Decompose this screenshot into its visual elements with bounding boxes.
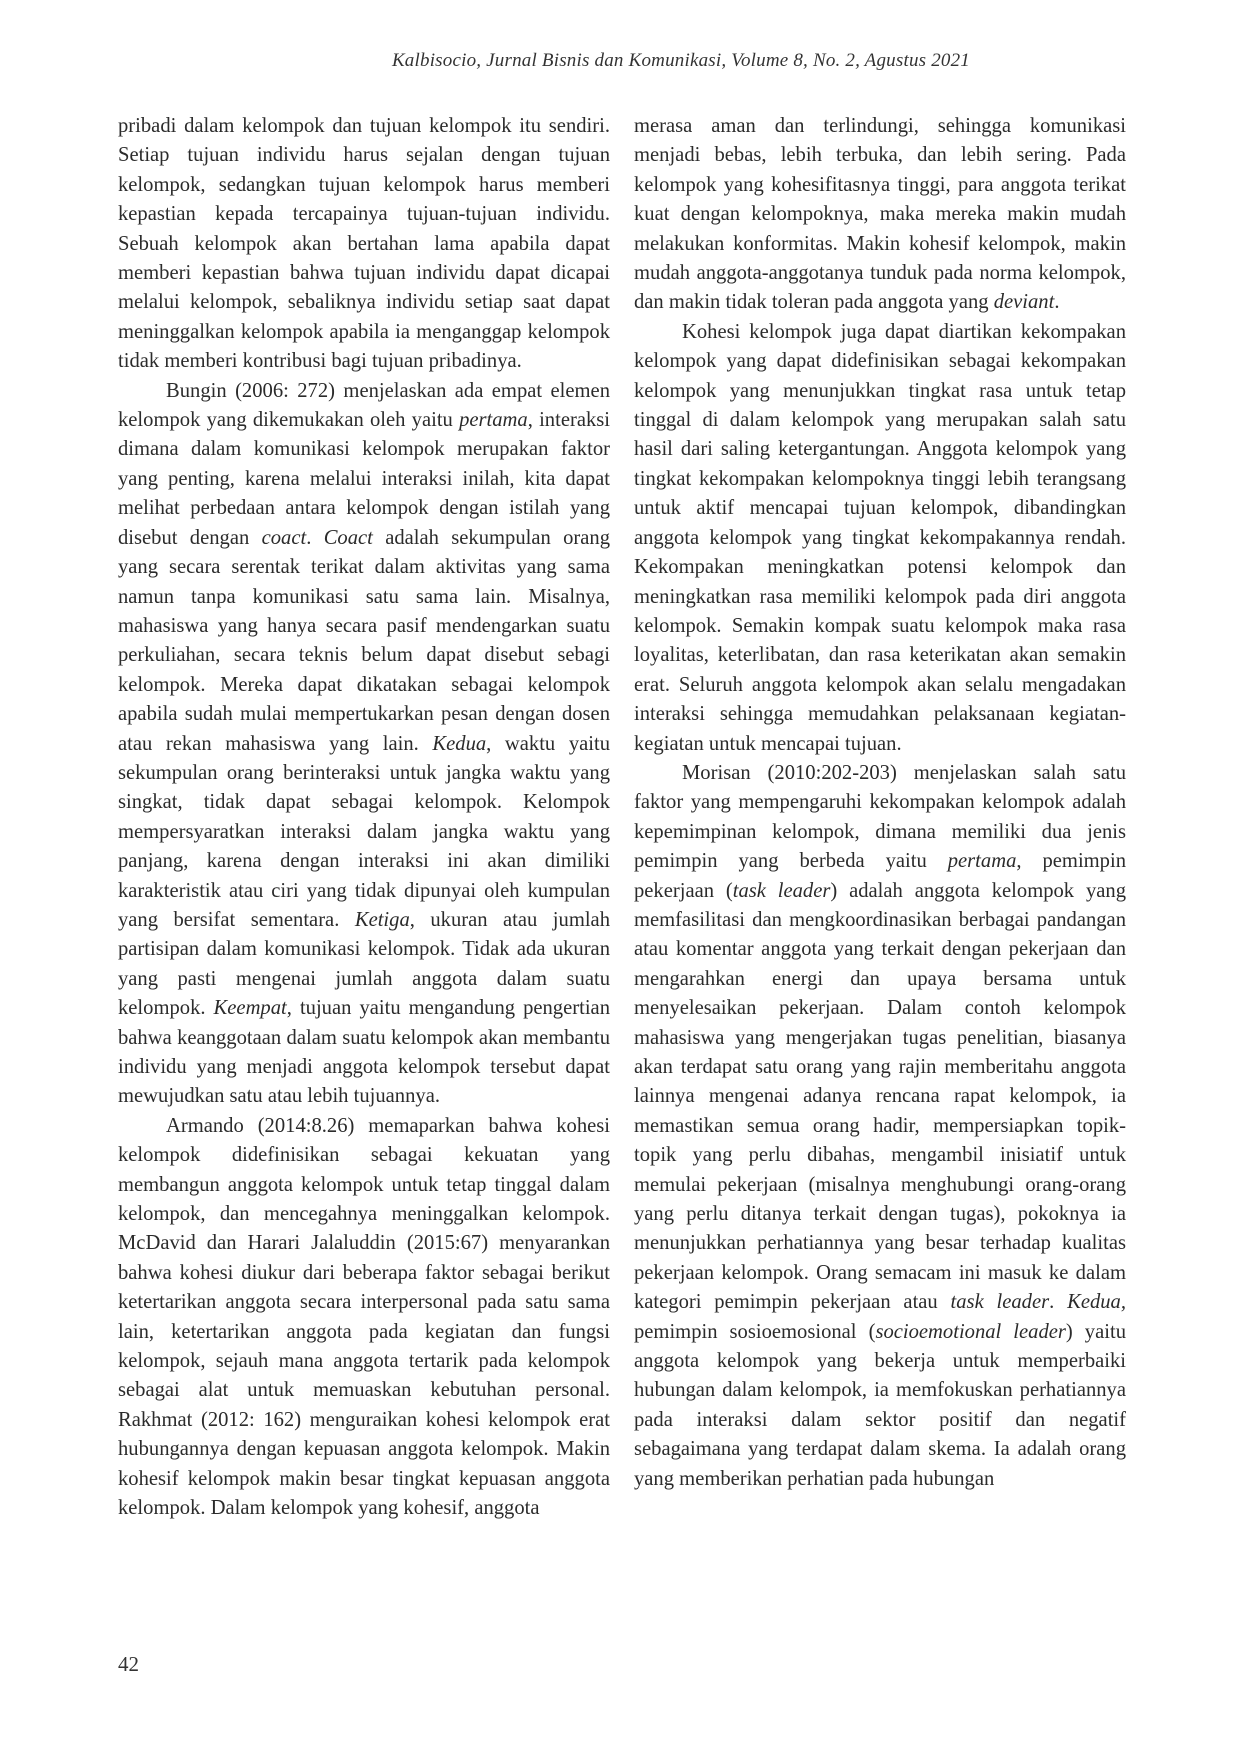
running-header: Kalbisocio, Jurnal Bisnis dan Komunikasi, Volume 8, No. 2, Agustus 2021 xyxy=(391,50,970,71)
page-number: 42 xyxy=(118,1652,139,1676)
left-column xyxy=(118,112,610,1524)
paragraph: Kohesi kelompok juga dapat diartikan kekompakan kelompok yang dapat didefinisikan sebagai kekompakan kelompok yang menunjukkan tingkat rasa untuk tetap tinggal di dalam kelompok yang merupakan salah satu hasil dari saling ketergantungan. Anggota kelompok yang tingkat kekompakan kelompoknya tinggi lebih terangsang untuk aktif mencapai tujuan kelompok, dibandingkan anggota kelompok yang tingkat kekompakannya rendah. Kekompakan meningkatkan potensi kelompok dan meningkatkan rasa memiliki kelompok pada diri anggota kelompok. Semakin kompak suatu kelompok maka rasa loyalitas, keterlibatan, dan rasa keterikatan akan semakin erat. Seluruh anggota kelompok akan selalu mengadakan interaksi sehingga memudahkan pelaksanaan kegiatan-kegiatan untuk mencapai tujuan. xyxy=(634,320,1126,755)
paragraph: Armando (2014:8.26) memaparkan bahwa kohesi kelompok didefinisikan sebagai kekuatan yang membangun anggota kelompok untuk tetap tinggal dalam kelompok, dan mencegahnya meninggalkan kelompok. McDavid dan Harari Jalaluddin (2015:67) menyarankan bahwa kohesi diukur dari beberapa faktor sebagai berikut ketertarikan anggota secara interpersonal pada satu sama lain, ketertarikan anggota pada kegiatan dan fungsi kelompok, sejauh mana anggota tertarik pada kelompok sebagai alat untuk memuaskan kebutuhan personal. Rakhmat (2012: 162) menguraikan kohesi kelompok erat hubungannya dengan kepuasan anggota kelompok. Makin kohesif kelompok makin besar tingkat kepuasan anggota kelompok. Dalam kelompok yang kohesif, anggota xyxy=(118,1114,610,1520)
paragraph: merasa aman dan terlindungi, sehingga komunikasi menjadi bebas, lebih terbuka, dan lebih sering. Pada kelompok yang kohesifitasnya tinggi, para anggota terikat kuat dengan kelompoknya, maka mereka makin mudah melakukan konformitas. Makin kohesif kelompok, makin mudah anggota-anggotanya tunduk pada norma kelompok, dan makin tidak toleran pada anggota yang deviant. xyxy=(634,115,1126,314)
paragraph: Morisan (2010:202-203) menjelaskan salah satu faktor yang mempengaruhi kekompakan kelompok adalah kepemimpinan kelompok, dimana memiliki dua jenis pemimpin yang berbeda yaitu pertama, pemimpin pekerjaan (task leader) adalah anggota kelompok yang memfasilitasi dan mengkoordinasikan berbagai pandangan atau komentar anggota yang terkait dengan pekerjaan dan mengarahkan energi dan upaya bersama untuk menyelesaikan pekerjaan. Dalam contoh kelompok mahasiswa yang mengerjakan tugas penelitian, biasanya akan terdapat satu orang yang rajin memberitahu anggota lainnya mengenai adanya rencana rapat kelompok, ia memastikan semua orang hadir, mempersiapkan topik-topik yang perlu dibahas, mengambil inisiatif untuk memulai pekerjaan (misalnya menghubungi orang-orang yang perlu ditanya terkait dengan tugas), pokoknya ia menunjukkan perhatiannya yang besar terhadap kualitas pekerjaan kelompok. Orang semacam ini masuk ke dalam kategori pemimpin pekerjaan atau task leader. Kedua, pemimpin sosioemosional (socioemotional leader) yaitu anggota kelompok yang bekerja untuk memperbaiki hubungan dalam kelompok, ia memfokuskan perhatiannya pada interaksi dalam sektor positif dan negatif sebagaimana yang terdapat dalam skema. Ia adalah orang yang memberikan perhatian pada hubungan xyxy=(634,761,1126,1490)
right-column xyxy=(634,112,1126,1494)
paragraph: Bungin (2006: 272) menjelaskan ada empat elemen kelompok yang dikemukakan oleh yaitu pertama, interaksi dimana dalam komunikasi kelompok merupakan faktor yang penting, karena melalui interaksi inilah, kita dapat melihat perbedaan antara kelompok dengan istilah yang disebut dengan coact. Coact adalah sekumpulan orang yang secara serentak terikat dalam aktivitas yang sama namun tanpa komunikasi satu sama lain. Misalnya, mahasiswa yang hanya secara pasif mendengarkan suatu perkuliahan, secara teknis belum dapat disebut sebagi kelompok. Mereka dapat dikatakan sebagai kelompok apabila sudah mulai mempertukarkan pesan dengan dosen atau rekan mahasiswa yang lain. Kedua, waktu yaitu sekumpulan orang berinteraksi untuk jangka waktu yang singkat, tidak dapat sebagai kelompok. Kelompok mempersyaratkan interaksi dalam jangka waktu yang panjang, karena dengan interaksi ini akan dimiliki karakteristik atau ciri yang tidak dipunyai oleh kumpulan yang bersifat sementara. Ketiga, ukuran atau jumlah partisipan dalam komunikasi kelompok. Tidak ada ukuran yang pasti mengenai jumlah anggota dalam suatu kelompok. Keempat, tujuan yaitu mengandung pengertian bahwa keanggotaan dalam suatu kelompok akan membantu individu yang menjadi anggota kelompok tersebut dapat mewujudkan satu atau lebih tujuannya. xyxy=(118,379,610,1108)
paragraph: pribadi dalam kelompok dan tujuan kelompok itu sendiri. Setiap tujuan individu harus sejalan dengan tujuan kelompok, sedangkan tujuan kelompok harus memberi kepastian kepada tercapainya tujuan-tujuan individu. Sebuah kelompok akan bertahan lama apabila dapat memberi kepastian bahwa tujuan individu dapat dicapai melalui kelompok, sebaliknya individu setiap saat dapat meninggalkan kelompok apabila ia menganggap kelompok tidak memberi kontribusi bagi tujuan pribadinya. xyxy=(118,115,610,373)
